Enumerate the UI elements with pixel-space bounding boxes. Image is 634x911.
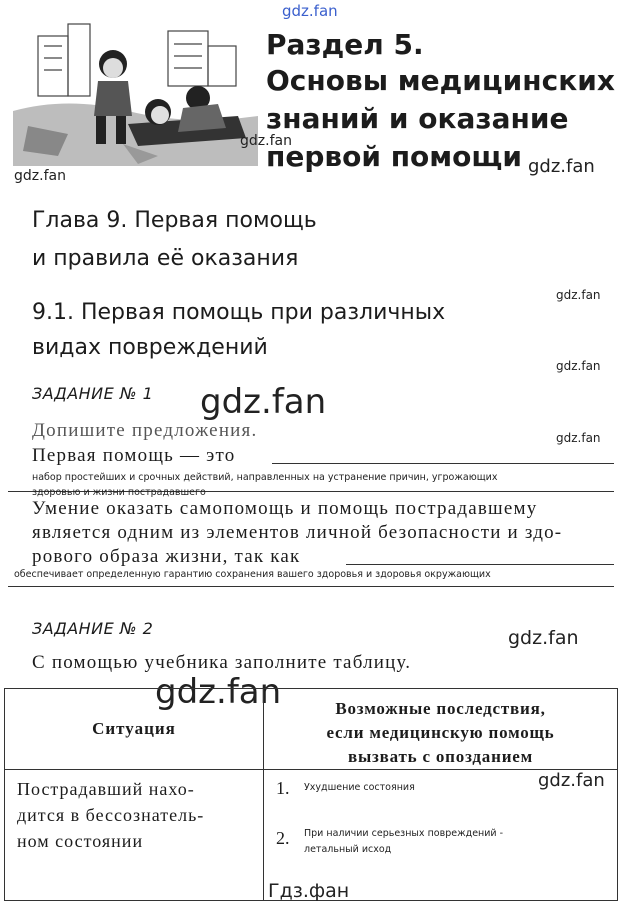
task2-heading: ЗАДАНИЕ № 2 bbox=[32, 619, 154, 638]
watermark: gdz.fan bbox=[14, 168, 66, 184]
column-header-line: если медицинскую помощь bbox=[326, 723, 555, 742]
table-header-row bbox=[5, 689, 618, 770]
task1-answer1-line1: набор простейших и срочных действий, направленных на устранение причин, угрожающих bbox=[32, 472, 498, 483]
task2-instruction: С помощью учебника заполните таблицу. bbox=[32, 652, 412, 673]
column-header-line: вызвать с опозданием bbox=[347, 747, 534, 766]
column-header-situation: Ситуация bbox=[92, 719, 176, 738]
watermark: gdz.fan bbox=[200, 382, 327, 422]
answer-line bbox=[8, 586, 614, 587]
watermark: gdz.fan bbox=[556, 288, 601, 302]
watermark: gdz.fan bbox=[155, 672, 282, 712]
task1-heading: ЗАДАНИЕ № 1 bbox=[32, 384, 154, 403]
task1-answer1-line2: здоровью и жизни пострадавшего bbox=[32, 487, 206, 498]
watermark: gdz.fan bbox=[556, 359, 601, 373]
task2-table bbox=[4, 688, 618, 901]
footer-watermark: Гдз.фан bbox=[268, 880, 350, 902]
item-text: летальный исход bbox=[304, 844, 392, 855]
situation-line: ном состоянии bbox=[17, 831, 144, 851]
item-number: 1. bbox=[276, 778, 290, 798]
task1-instruction: Допишите предложения. bbox=[32, 420, 258, 441]
watermark: gdz.fan bbox=[240, 133, 292, 149]
section-title-line: первой помощи bbox=[266, 140, 522, 173]
situation-line: дится в бессознатель- bbox=[17, 805, 205, 825]
answer-line bbox=[346, 564, 614, 565]
column-header-line: Возможные последствия, bbox=[335, 699, 546, 718]
item-text: Ухудшение состояния bbox=[304, 782, 415, 793]
item-text: При наличии серьезных повреждений - bbox=[304, 828, 504, 839]
section-title-line: Основы медицинских bbox=[266, 64, 615, 97]
chapter-title-line: и правила её оказания bbox=[32, 246, 299, 271]
task1-sentence2-line: является одним из элементов личной безопасности и здо- bbox=[32, 522, 563, 543]
answer-line bbox=[272, 463, 614, 464]
table-header-cell bbox=[5, 689, 264, 770]
item-number: 2. bbox=[276, 828, 290, 848]
watermark: gdz.fan bbox=[528, 156, 595, 177]
task1-answer2: обеспечивает определенную гарантию сохранения вашего здоровья и здоровья окружающих bbox=[14, 569, 491, 580]
watermark: gdz.fan bbox=[538, 770, 605, 791]
chapter-title-line: Глава 9. Первая помощь bbox=[32, 208, 317, 233]
task1-sentence2-line: Умение оказать самопомощь и помощь пострадавшему bbox=[32, 498, 538, 519]
section-label: Раздел 5. bbox=[266, 28, 424, 61]
task1-sentence1: Первая помощь — это bbox=[32, 445, 236, 466]
watermark: gdz.fan bbox=[556, 431, 601, 445]
table-header-cell bbox=[264, 689, 618, 770]
situation-line: Пострадавший нахо- bbox=[17, 779, 195, 799]
subsection-title-line: видах повреждений bbox=[32, 335, 268, 360]
section-title-line: знаний и оказание bbox=[266, 102, 569, 135]
subsection-title-line: 9.1. Первая помощь при различных bbox=[32, 300, 446, 325]
table-cell-situation bbox=[5, 770, 264, 901]
first-aid-illustration bbox=[8, 16, 263, 166]
task1-sentence2-line: рового образа жизни, так как bbox=[32, 546, 301, 567]
watermark: gdz.fan bbox=[282, 2, 338, 20]
watermark: gdz.fan bbox=[508, 627, 579, 649]
